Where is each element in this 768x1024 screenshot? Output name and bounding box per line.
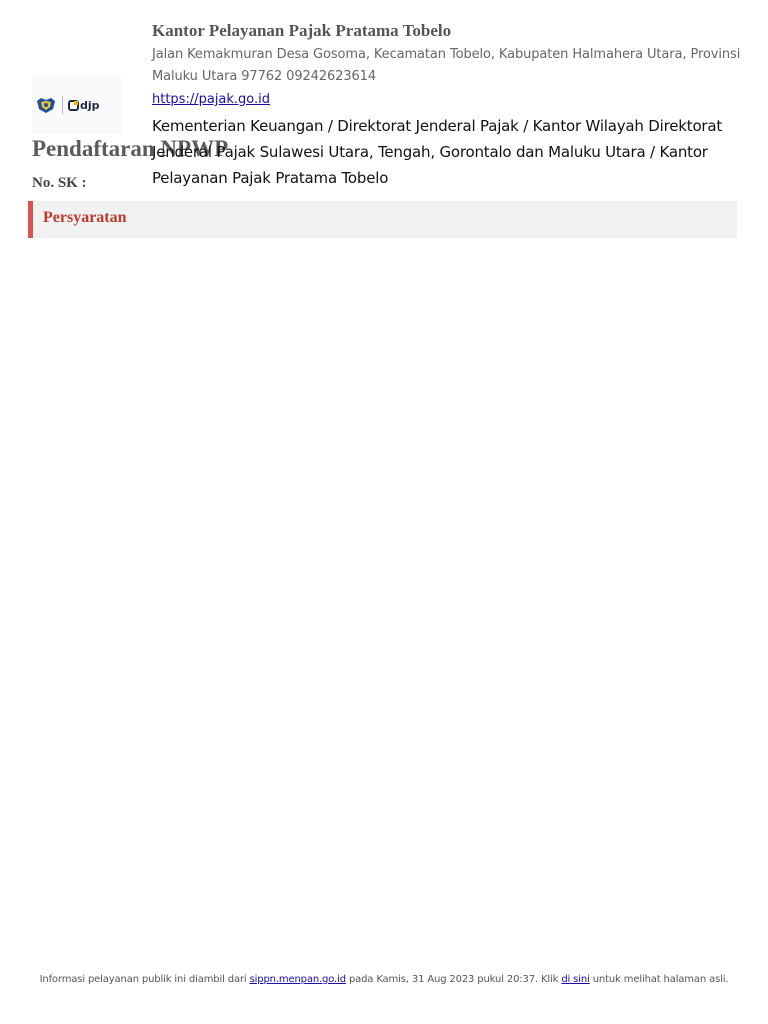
office-website-link[interactable]: https://pajak.go.id <box>152 92 271 107</box>
office-info <box>152 18 742 191</box>
office-address: Jalan Kemakmuran Desa Gosoma, Kecamatan Tobelo, Kabupaten Halmahera Utara, Provinsi Maluku Utara 97762 09242623614 <box>152 47 741 84</box>
page-title: Pendaftaran NPWP <box>32 136 229 161</box>
section-persyaratan <box>28 201 737 238</box>
footer-note <box>0 974 768 985</box>
djp-square-icon <box>68 100 79 111</box>
office-logo <box>32 76 122 134</box>
logo-divider <box>62 96 63 114</box>
sk-row <box>32 175 91 192</box>
footer-text-middle: pada Kamis, 31 Aug 2023 pukul 20:37. Klik <box>348 974 559 985</box>
footer-text-before: Informasi pelayanan publik ini diambil dari <box>39 974 247 985</box>
footer-source-link[interactable]: sippn.menpan.go.id <box>249 974 346 985</box>
office-hierarchy: Kementerian Keuangan / Direktorat Jenderal Pajak / Kantor Wilayah Direktorat Jenderal Pajak Sulawesi Utara, Tengah, Gorontalo dan Maluku Utara / Kantor Pelayanan Pajak Pratama Tobelo <box>152 117 723 187</box>
footer-here-link[interactable]: di sini <box>561 974 590 985</box>
djp-logo <box>68 99 100 112</box>
kemenkeu-emblem-icon <box>35 95 57 115</box>
sk-label: No. SK : <box>32 175 87 191</box>
office-name: Kantor Pelayanan Pajak Pratama Tobelo <box>152 21 452 40</box>
section-title: Persyaratan <box>43 209 127 226</box>
footer-text-after: untuk melihat halaman asli. <box>592 974 729 985</box>
djp-logo-text: djp <box>80 98 100 112</box>
